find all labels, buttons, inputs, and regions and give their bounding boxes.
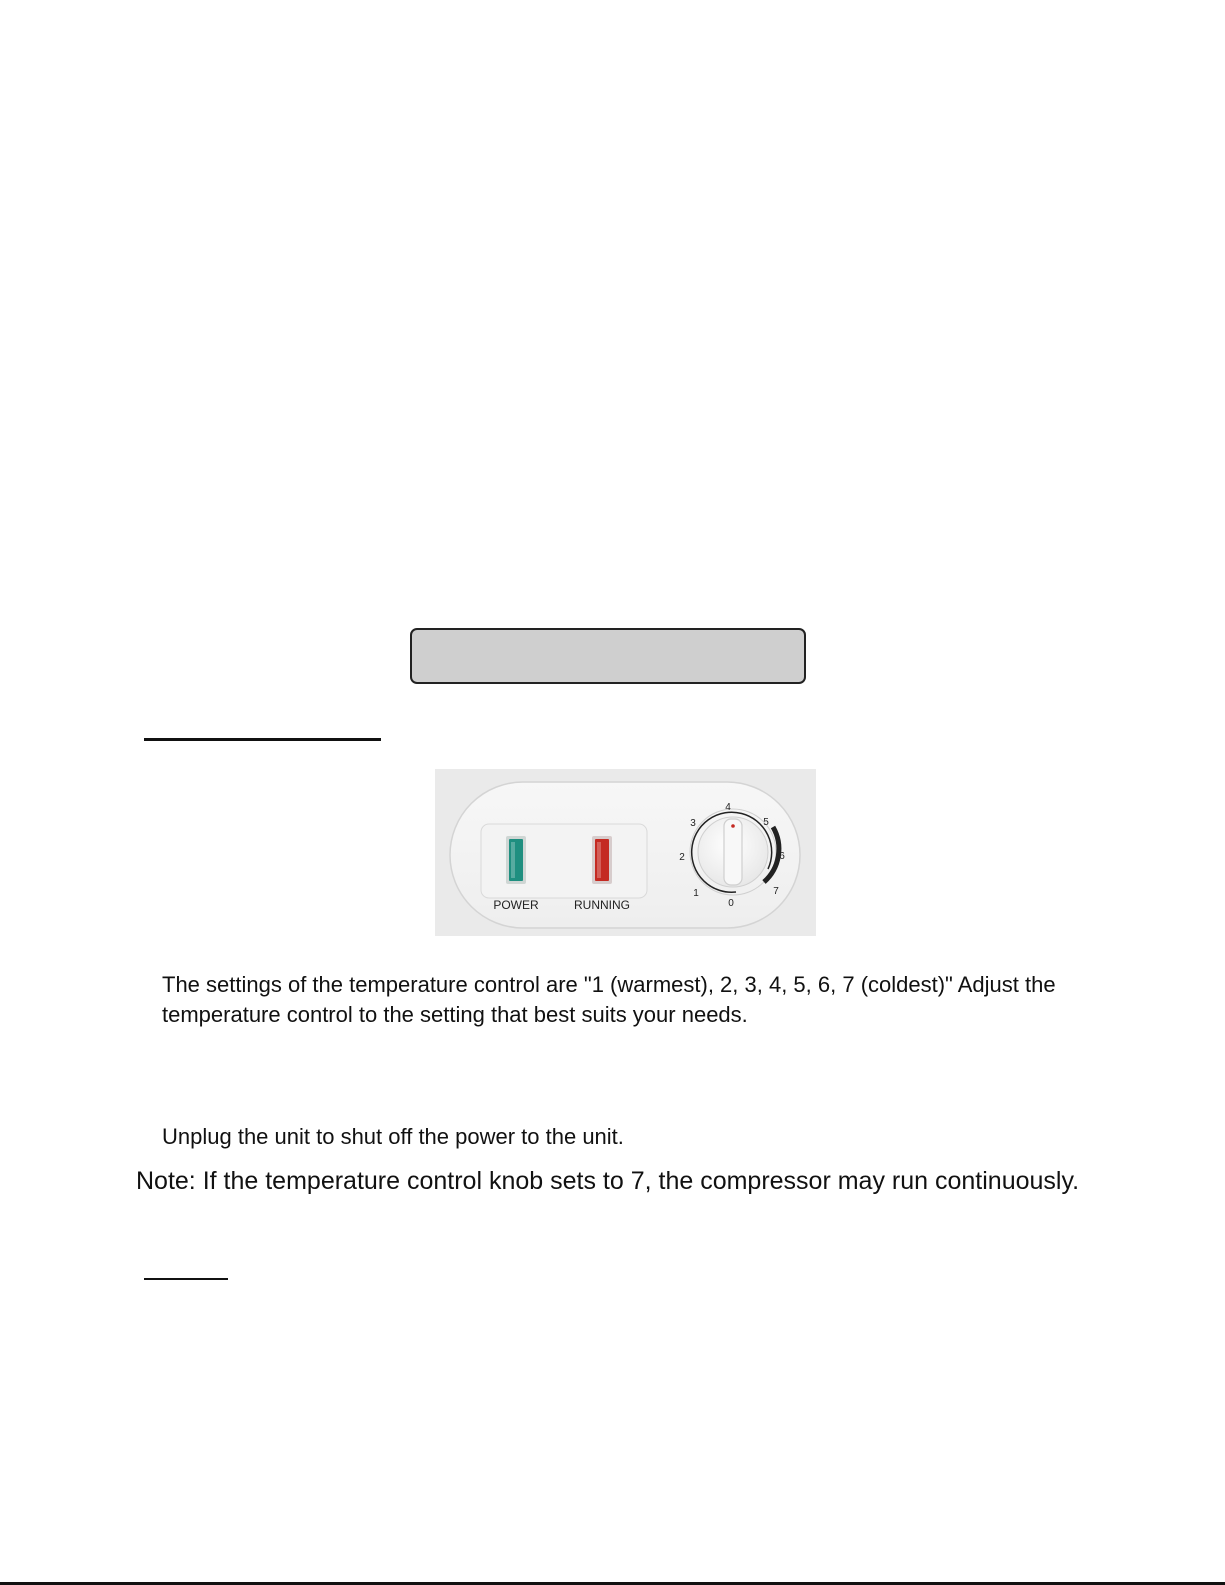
knob-grip[interactable] <box>724 819 742 885</box>
dial-mark-0: 0 <box>728 898 734 909</box>
dial-mark-3: 3 <box>690 818 696 829</box>
compressor-note: Note: If the temperature control knob sets to 7, the compressor may run continuously. <box>136 1167 1080 1195</box>
section-banner <box>410 628 806 684</box>
temperature-settings-paragraph: The settings of the temperature control are "1 (warmest), 2, 3, 4, 5, 6, 7 (coldest)" Adjust the temperature control to the setting that best suits your needs. <box>162 972 1056 1027</box>
dial-mark-1: 1 <box>693 888 699 899</box>
unplug-paragraph: Unplug the unit to shut off the power to the unit. <box>162 1124 624 1149</box>
dial-mark-2: 2 <box>679 852 685 863</box>
switch-recess <box>481 824 647 898</box>
dial-mark-7: 7 <box>773 886 779 897</box>
power-label: POWER <box>493 898 539 912</box>
dial-mark-6: 6 <box>779 851 785 862</box>
dial-mark-5: 5 <box>763 817 769 828</box>
control-panel-image <box>435 769 816 936</box>
dial-mark-4: 4 <box>725 802 731 813</box>
running-label: RUNNING <box>574 898 630 912</box>
section-heading-underline-2 <box>144 1278 228 1280</box>
section-heading-underline <box>144 738 381 741</box>
knob-indicator-dot <box>731 824 735 828</box>
